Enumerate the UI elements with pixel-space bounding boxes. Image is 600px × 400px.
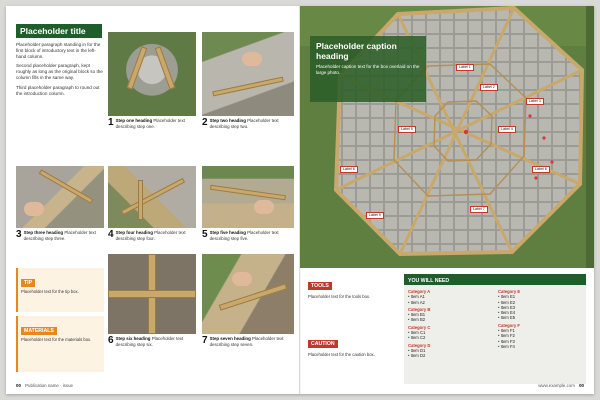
materials-item: • Item F4 (498, 344, 582, 349)
step-text: Placeholder text describing step six. (115, 336, 184, 347)
step-7-caption (202, 336, 294, 368)
tip-box (16, 268, 104, 312)
page-number: 00 (579, 383, 584, 388)
caution-box (308, 332, 400, 372)
step-6-caption (108, 336, 196, 368)
materials-item: • Item E3 (498, 305, 582, 310)
step-text: Placeholder text describing step three. (23, 230, 96, 241)
intro-paragraph: Second placeholder paragraph, kept roughly as long as the original block so the column fills in the same way. (16, 63, 103, 81)
diagram-label: Label 4 (498, 126, 516, 133)
step-number: 7 (202, 336, 208, 346)
materials-text: Placeholder text for the materials box. (21, 337, 92, 342)
step-number: 6 (108, 336, 114, 346)
step-6-photo (108, 254, 196, 334)
step-number: 3 (16, 230, 22, 240)
materials-item: • Item E5 (498, 315, 582, 320)
right-folio (538, 383, 584, 388)
materials-item: • Item C1 (408, 330, 492, 335)
magazine-spread (6, 6, 594, 394)
step-headline: Step five heading (209, 230, 246, 235)
materials-item: • Item B1 (408, 312, 492, 317)
tip-text: Placeholder text for the tip box. (21, 289, 79, 294)
materials-subheading: Category E (498, 289, 521, 294)
tools-box (308, 274, 400, 322)
step-5-caption (202, 230, 294, 254)
step-headline: Step four heading (115, 230, 153, 235)
materials-item: • Item C2 (408, 335, 492, 340)
materials-item: • Item F3 (498, 339, 582, 344)
materials-column-left (408, 287, 492, 380)
step-1-caption (108, 118, 196, 158)
photo-caption-box (310, 36, 426, 102)
step-headline: Step three heading (23, 230, 64, 235)
materials-item: • Item D1 (408, 348, 492, 353)
folio-text: www.example.com (538, 383, 575, 388)
finished-foundation-photo (300, 6, 594, 268)
diagram-label: Label 1 (456, 64, 474, 71)
diagram-label: Label 7 (470, 206, 488, 213)
materials-item: • Item F1 (498, 328, 582, 333)
step-3-photo (16, 166, 104, 228)
step-2-caption (202, 118, 294, 158)
caution-text: Placeholder text for the caution box. (308, 352, 375, 357)
diagram-label: Label 9 (366, 212, 384, 219)
step-3-caption (16, 230, 104, 254)
materials-subheading: Category A (408, 289, 431, 294)
step-text: Placeholder text describing step two. (209, 118, 279, 129)
materials-item: • Item A1 (408, 294, 492, 299)
diagram-label: Label 3 (526, 98, 544, 105)
left-page (6, 6, 300, 394)
materials-item: • Item A2 (408, 300, 492, 305)
diagram-label: Label 2 (480, 84, 498, 91)
intro-text (16, 42, 104, 160)
step-number: 4 (108, 230, 114, 240)
tools-label: TOOLS (308, 282, 332, 290)
step-7-photo (202, 254, 294, 334)
step-5-photo (202, 166, 294, 228)
materials-item: • Item B2 (408, 317, 492, 322)
materials-item: • Item F2 (498, 333, 582, 338)
intro-paragraph: Placeholder paragraph standing in for the first block of introductory text in the left-hand column. (16, 42, 101, 60)
materials-column-right (498, 287, 582, 380)
step-text: Placeholder text describing step five. (209, 230, 279, 241)
step-number: 1 (108, 118, 114, 128)
materials-subheading: Category B (408, 306, 431, 312)
step-4-photo (108, 166, 196, 228)
photo-caption-title: Placeholder caption heading (316, 41, 397, 61)
sidebar-boxes (308, 274, 400, 382)
step-number: 2 (202, 118, 208, 128)
tools-text: Placeholder text for the tools box. (308, 294, 371, 299)
folio-text: Publication name · issue (25, 383, 73, 388)
left-folio (16, 383, 73, 388)
materials-box (16, 316, 104, 372)
materials-needed-columns (408, 287, 582, 380)
step-2-photo (202, 32, 294, 116)
step-text: Placeholder text describing step one. (115, 118, 185, 129)
diagram-label: Label 6 (532, 166, 550, 173)
materials-subheading: Category F (498, 322, 520, 328)
step-headline: Step six heading (115, 336, 151, 341)
photo-caption-text: Placeholder caption text for the box overlaid on the large photo. (316, 64, 420, 75)
materials-item: • Item D2 (408, 353, 492, 358)
step-headline: Step seven heading (209, 336, 251, 341)
diagram-label: Label 5 (398, 126, 416, 133)
materials-subheading: Category D (408, 342, 431, 348)
diagram-label: Label 8 (340, 166, 358, 173)
materials-item: • Item E4 (498, 310, 582, 315)
step-headline: Step one heading (115, 118, 153, 123)
materials-needed-box (404, 274, 586, 384)
materials-needed-title: YOU WILL NEED (404, 276, 586, 285)
materials-label: MATERIALS (21, 327, 57, 335)
article-title: Placeholder title (16, 24, 102, 38)
right-page (300, 6, 594, 394)
materials-subheading: Category C (408, 324, 431, 330)
step-number: 5 (202, 230, 208, 240)
page-number: 00 (16, 383, 21, 388)
caution-label: CAUTION (308, 340, 338, 348)
step-4-caption (108, 230, 196, 254)
materials-item: • Item E1 (498, 294, 582, 299)
intro-paragraph: Third placeholder paragraph to round out the introduction column. (16, 84, 100, 96)
step-1-photo (108, 32, 196, 116)
step-text: Placeholder text describing step seven. (209, 336, 284, 347)
step-text: Placeholder text describing step four. (115, 230, 186, 241)
step-headline: Step two heading (209, 118, 246, 123)
tip-label: TIP (21, 279, 35, 287)
materials-item: • Item E2 (498, 300, 582, 305)
